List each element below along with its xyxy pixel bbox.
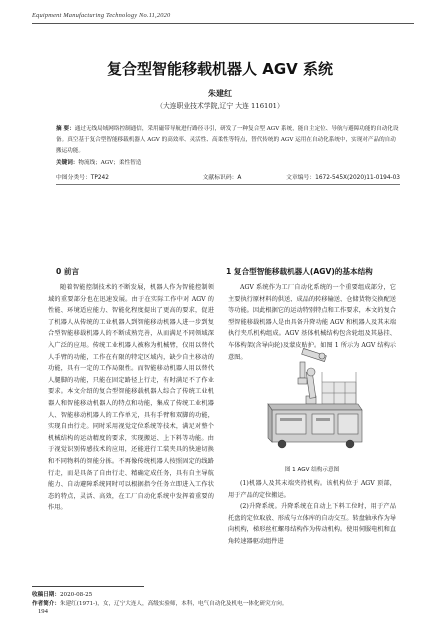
document-code: 文献标识码：A — [202, 175, 242, 181]
structure-item: (2)升降系统。升降系统在自动上下料工位时，用于产品托盘的定位取放、形成与立体库的自动交互。转盘轴承作为导向机构，梯形丝杠螺母结构作为传动机构。使用伺服电机和直角转速器驱动组件进 — [228, 503, 396, 545]
author-bio — [32, 599, 287, 607]
footnote-divider — [32, 586, 144, 587]
section-body-intro: 随着智能控制技术的不断发展，机器人作为智能控制领域的重要部分也在迅速发展。由于在实际工作中对 AGV 的性能、环境适应能力、智能化程度提出了更高的要求，促进了机器人从传统的工业机器人到智能移动机器人进一步到复合型智能移载机器人的不断成熟完善，从而满足不同领域深入广泛的应用。传统工业机器人被称为机械臂，仅用以替代人手臂的功能，工作在有限的特定区域内，缺少自主移动的功能，具有一定的工作局限性。而智能移动机器人用以替代人腿脚的功能，只能在固定路径上行走，有时满足不了作业要求。本文介绍的复合型智能移载机器人综合了传统工业机器人和智能移动机器人的特点和功能，集成了传统工业机器人、智能移动机器人的工作单元，具有手臂和双脚的功能，实现自由行走。同时采用视觉定位系统等技术，满足对整个机械结构的运动精度的要求，实现搬运、上下料等功能。由于视觉识别传感技术的应用，还能进行工装夹具的快速切换和不同物料的智能分拣。不再像传统机器人按照固定的线路行走，而是具备了自由行走、精确定成任务，具有自主导航能力、自动避障系统同时可以根据指令任务立即进入工作状态的特点，灵活、高效，在工厂自动化系统中发挥着重要的作用。 — [48, 284, 214, 512]
author-bio-text: 朱建红(1971-)，女，辽宁大连人，高级实验师，本科，电气自动化及机电一体化研究方向。 — [59, 601, 288, 607]
received-label: 收稿日期： — [32, 592, 60, 598]
running-header: Equipment Manufacturing Technology No.11,2020 — [32, 12, 171, 19]
agv-body — [268, 404, 362, 442]
abstract-text: 通过无线局域网络控制通信，采用磁带导航进行路径寻引，研发了一种复合型 AGV 系统，能自主定位、导航与避障功能的自动化设备。真空基于复合型智能移载机器人 AGV 的高效率、灵活性、高柔性等特点，替代传统的 AGV 运用在自动化系统中，实现对产品的自动搬运功能。 — [56, 126, 399, 155]
received-value: 2020-08-25 — [59, 592, 93, 598]
author-bio-label: 作者简介： — [32, 601, 60, 607]
structure-item: (1)机器人及其末端夹持机构。该机构位于 AGV 顶部，用于产品的定位搬运。 — [228, 480, 396, 499]
section-body-structure: AGV 系统作为工厂自动化系统的一个重要组成部分，它主要执行原材料的供送、成品的转移输送、仓储货物交换配送等功能。因此根据它的运动特别特点和工作要求，本文的复合型智能移载机器人是由具备升降功能 AGV 和机器人及其末端执行夹爪机构组成。AGV 基体机械结构包含轮组及其悬挂、车体构架(含导向轮)及蒙皮贴护。如图 1 所示为 AGV 结构示意图。 — [228, 284, 396, 361]
metadata-divider — [56, 184, 400, 185]
clc-number: 中图分类号：TP242 — [56, 175, 109, 181]
paper-title: 复合型智能移载机器人 AGV 系统 — [107, 60, 333, 78]
author-affiliation: （大连职业技术学院,辽宁 大连 116101） — [156, 102, 284, 110]
section-heading-structure: 1 复合型智能移载机器人(AGV)的基本结构 — [226, 267, 373, 276]
received-date — [32, 590, 92, 598]
abstract — [56, 124, 400, 158]
keywords — [56, 158, 400, 166]
keywords-text: 物流线；AGV；柔性智造 — [78, 160, 142, 166]
structure-items — [228, 478, 396, 558]
header-divider — [32, 23, 414, 24]
section-heading-intro: 0 前言 — [56, 267, 80, 276]
agv-structure-figure — [262, 342, 366, 454]
top-rack — [322, 382, 356, 404]
keywords-label: 关键词： — [56, 160, 79, 166]
author-name: 朱建红 — [208, 89, 232, 98]
figure-caption: 图 1 AGV 结构示意图 — [284, 467, 340, 473]
page-number: 194 — [38, 608, 48, 615]
article-number: 文章编号：1672-545X(2020)11-0194-03 — [286, 175, 400, 181]
abstract-label: 摘 要： — [56, 126, 75, 132]
article-metadata — [56, 172, 400, 181]
